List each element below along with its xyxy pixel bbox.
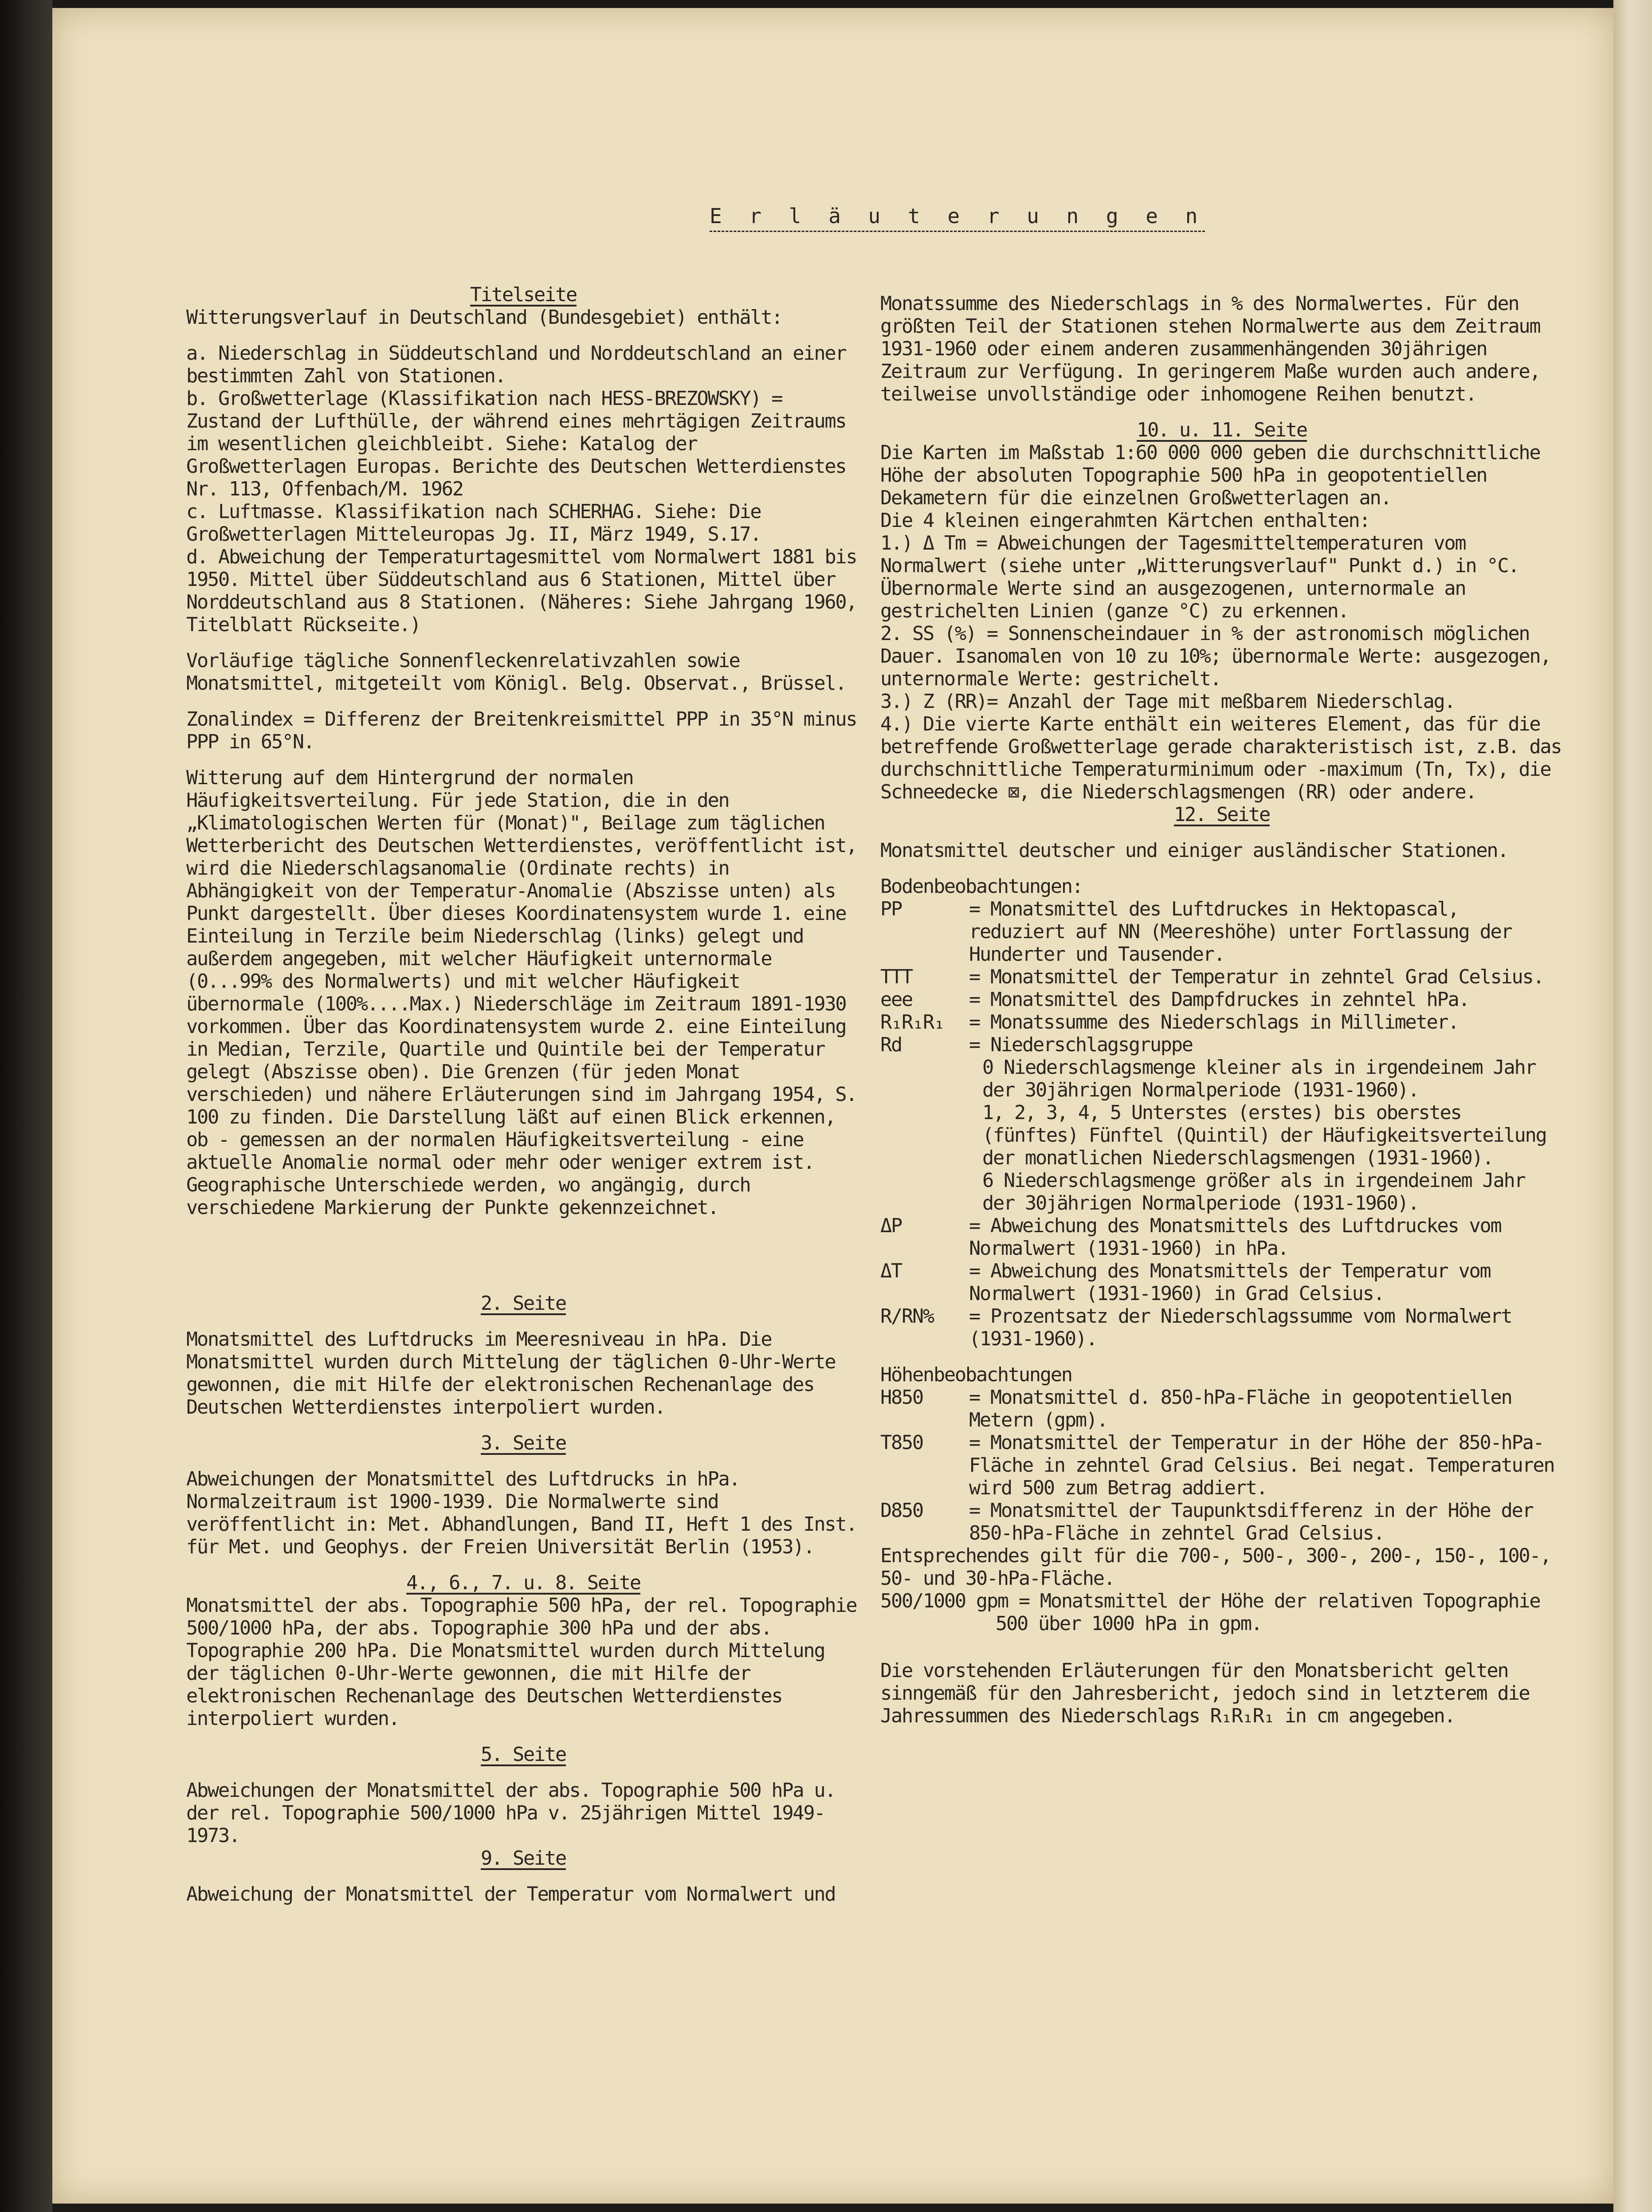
symbol: D850 <box>880 1500 923 1522</box>
spacer <box>186 1419 860 1432</box>
symbol-definition <box>880 898 1563 966</box>
paragraph: 1, 2, 3, 4, 5 Unterstes (erstes) bis oberstes (fünftes) Fünftel (Quintil) der Häufigkeitsverteilung der monatlichen Niederschlagsmengen (1931-1960). <box>982 1102 1546 1169</box>
symbol-definition <box>880 1500 1563 1545</box>
definition: = Abweichung des Monatsmittels der Temperatur vom Normalwert (1931-1960) in Grad Celsius. <box>969 1260 1491 1305</box>
paragraph: Abweichungen der Monatsmittel der abs. Topographie 500 hPa u. der rel. Topographie 500/1000 hPa v. 25jährigen Mittel 1949-1973. <box>186 1780 836 1847</box>
spacer <box>186 1455 860 1468</box>
paragraph: 6 Niederschlagsmenge größer als in irgendeinem Jahr der 30jährigen Normalperiode (1931-1960). <box>982 1170 1525 1214</box>
definition: = Abweichung des Monatsmittels des Luftdruckes vom Normalwert (1931-1960) in hPa. <box>969 1215 1501 1260</box>
spacer <box>186 754 860 767</box>
section-heading: 2. Seite <box>481 1293 566 1315</box>
section-heading: 9. Seite <box>481 1847 566 1870</box>
paragraph: Monatsmittel deutscher und einiger ausländischer Stationen. <box>880 840 1508 862</box>
symbol-definition <box>880 1387 1563 1432</box>
symbol: R₁R₁R₁ <box>880 1011 944 1033</box>
section-heading: 10. u. 11. Seite <box>1137 419 1307 441</box>
symbol: TTT <box>880 966 912 988</box>
symbol-definition <box>880 966 1563 989</box>
definition: = Monatsmittel d. 850-hPa-Fläche in geopotentiellen Metern (gpm). <box>969 1387 1512 1431</box>
paragraph: Höhenbeobachtungen <box>880 1364 1072 1386</box>
symbol-definition <box>880 1034 1563 1057</box>
definition: = Niederschlagsgruppe <box>969 1034 1193 1056</box>
paragraph: Witterungsverlauf in Deutschland (Bundesgebiet) enthält: <box>186 306 782 329</box>
spacer <box>186 329 860 342</box>
symbol: PP <box>880 898 902 920</box>
paragraph: 3.) Z (RR)= Anzahl der Tage mit meßbarem Niederschlag. <box>880 691 1455 713</box>
symbol-definition <box>880 989 1563 1011</box>
spacer <box>186 1315 860 1328</box>
next-page-edge <box>1613 0 1652 2212</box>
symbol: Rd <box>880 1034 902 1056</box>
paragraph: a. Niederschlag in Süddeutschland und Norddeutschland an einer bestimmten Zahl von Stationen. <box>186 342 846 387</box>
paragraph: Die vorstehenden Erläuterungen für den Monatsbericht gelten sinngemäß für den Jahresbericht, jedoch sind in letzterem die Jahressummen des Niederschlags R₁R₁R₁ in cm angegeben. <box>880 1660 1530 1727</box>
paragraph: Zonalindex = Differenz der Breitenkreismittel PPP in 35°N minus PPP in 65°N. <box>186 708 857 753</box>
paragraph: 0 Niederschlagsmenge kleiner als in irgendeinem Jahr der 30jährigen Normalperiode (1931-1960). <box>982 1057 1536 1101</box>
symbol: H850 <box>880 1387 923 1409</box>
paragraph: Bodenbeobachtungen: <box>880 876 1083 898</box>
paragraph: Die Karten im Maßstab 1:60 000 000 geben die durchschnittliche Höhe der absoluten Topographie 500 hPa in geopotentiellen Dekametern für die einzelnen Großwetterlagen an. <box>880 442 1540 509</box>
spacer <box>880 406 1563 419</box>
definition: = Monatssumme des Niederschlags in Millimeter. <box>969 1011 1459 1033</box>
definition: = Monatsmittel der Taupunktsdifferenz in der Höhe der 850-hPa-Fläche in zehntel Grad Celsius. <box>969 1500 1533 1544</box>
spacer <box>186 636 860 650</box>
paragraph: Entsprechendes gilt für die 700-, 500-, 300-, 200-, 150-, 100-, 50- und 30-hPa-Fläche. <box>880 1545 1551 1590</box>
symbol: R/RN% <box>880 1305 934 1328</box>
paragraph: 500 über 1000 hPa in gpm. <box>996 1613 1262 1635</box>
paragraph: 500/1000 gpm = Monatsmittel der Höhe der relativen Topographie <box>880 1590 1540 1612</box>
spacer <box>186 1219 860 1244</box>
spacer <box>186 1730 860 1744</box>
spacer <box>186 1559 860 1572</box>
paragraph: b. Großwetterlage (Klassifikation nach HESS-BREZOWSKY) = Zustand der Lufthülle, der während eines mehrtägigen Zeitraums im wesentlichen gleichbleibt. Siehe: Katalog der Großwetterlagen Europas. Berichte des Deutschen Wetterdienstes Nr. 113, Offenbach/M. 1962 <box>186 388 846 500</box>
spacer <box>186 1870 860 1883</box>
symbol-definition <box>880 1011 1563 1034</box>
definition: = Monatsmittel des Dampfdruckes in zehntel hPa. <box>969 989 1469 1011</box>
symbol-definition <box>880 1305 1563 1351</box>
paragraph: Monatssumme des Niederschlags in % des Normalwertes. Für den größten Teil der Stationen stehen Normalwerte aus dem Zeitraum 1931-1960 oder einem anderen zusammenhängenden 30jährigen Zeitraum zur Verfügung. In geringerem Maße wurden auch andere, teilweise unvollständige oder inhomogene Reihen benutzt. <box>880 293 1540 405</box>
symbol-definition <box>880 1432 1563 1500</box>
spacer <box>186 1244 860 1268</box>
paragraph: 2. SS (%) = Sonnenscheindauer in % der astronomisch möglichen Dauer. Isanomalen von 10 zu 10%; übernormale Werte: ausgezogen, unternormale Werte: gestrichelt. <box>880 623 1551 690</box>
section-heading: 5. Seite <box>481 1744 566 1766</box>
page-heading: E r l ä u t e r u n g e n <box>710 204 1205 232</box>
definition: = Prozentsatz der Niederschlagssumme vom Normalwert (1931-1960). <box>969 1305 1512 1350</box>
definition: = Monatsmittel des Luftdruckes in Hektopascal, reduziert auf NN (Meereshöhe) unter Fortlassung der Hunderter und Tausender. <box>969 898 1512 966</box>
spacer <box>880 1351 1563 1364</box>
left-column <box>186 284 860 1906</box>
paragraph: Abweichungen der Monatsmittel des Luftdrucks in hPa. Normalzeitraum ist 1900-1939. Die Normalwerte sind veröffentlicht in: Met. Abhandlungen, Band II, Heft 1 des Inst. für Met. und Geophys. der Freien Universität Berlin (1953). <box>186 1468 857 1558</box>
paragraph: 1.) Δ Tm = Abweichungen der Tagesmitteltemperaturen vom Normalwert (siehe unter „Witterungsverlauf" Punkt d.) in °C. Übernormale Werte sind an ausgezogenen, unternormale an gestrichelten Linien (ganze °C) zu erkennen. <box>880 532 1519 622</box>
definition: = Monatsmittel der Temperatur in der Höhe der 850-hPa-Fläche in zehntel Grad Celsius. Bei negat. Temperaturen wird 500 zum Betrag addiert. <box>969 1432 1554 1499</box>
right-column <box>880 293 1563 1728</box>
spacer <box>186 1766 860 1780</box>
symbol: ΔP <box>880 1215 902 1237</box>
paragraph: c. Luftmasse. Klassifikation nach SCHERHAG. Siehe: Die Großwetterlagen Mitteleuropas Jg. II, März 1949, S.17. <box>186 501 761 546</box>
spacer <box>186 695 860 708</box>
symbol-definition <box>880 1215 1563 1260</box>
book-binding <box>0 0 52 2212</box>
spacer <box>186 1268 860 1293</box>
section-heading: 12. Seite <box>1174 804 1270 826</box>
paragraph: Witterung auf dem Hintergrund der normalen Häufigkeitsverteilung. Für jede Station, die in den „Klimatologischen Werten für (Monat)", Beilage zum täglichen Wetterbericht des Deutschen Wetterdienstes, veröffentlicht ist, wird die Niederschlagsanomalie (Ordinate rechts) in Abhängigkeit von der Temperatur-Anomalie (Abszisse unten) als Punkt dargestellt. Über dieses Koordinatensystem wurde 1. eine Einteilung in Terzile beim Niederschlag (links) gelegt und außerdem angegeben, mit welcher Häufigkeit unternormale (0...99% des Normalwerts) und mit welcher Häufigkeit übernormale (100%....Max.) Niederschläge im Zeitraum 1891-1930 vorkommen. Über das Koordinatensystem wurde 2. eine Einteilung in Median, Terzile, Quartile und Quintile bei der Temperatur gelegt (Abszisse oben). Die Grenzen (für jeden Monat verschieden) und nähere Erläuterungen sind im Jahrgang 1954, S. 100 zu finden. Die Darstellung läßt auf einen Blick erkennen, ob - gemessen an der normalen Häufigkeitsverteilung - eine aktuelle Anomalie normal oder mehr oder weniger extrem ist. Geographische Unterschiede werden, wo angängig, durch verschiedene Markierung der Punkte gekennzeichnet. <box>186 767 857 1219</box>
paragraph: Monatsmittel des Luftdrucks im Meeresniveau in hPa. Die Monatsmittel wurden durch Mittelung der täglichen 0-Uhr-Werte gewonnen, die mit Hilfe der elektronischen Rechenanlage des Deutschen Wetterdienstes interpoliert wurden. <box>186 1328 836 1418</box>
paragraph: d. Abweichung der Temperaturtagesmittel vom Normalwert 1881 bis 1950. Mittel über Süddeutschland aus 6 Stationen, Mittel über Norddeutschland aus 8 Stationen. (Näheres: Siehe Jahrgang 1960, Titelblatt Rückseite.) <box>186 546 857 636</box>
symbol: eee <box>880 989 912 1011</box>
symbol: ΔT <box>880 1260 902 1282</box>
paragraph: Abweichung der Monatsmittel der Temperatur vom Normalwert und <box>186 1883 836 1906</box>
spacer <box>880 1635 1563 1660</box>
definition: = Monatsmittel der Temperatur in zehntel Grad Celsius. <box>969 966 1544 988</box>
paragraph: 4.) Die vierte Karte enthält ein weiteres Element, das für die betreffende Großwetterlage gerade charakteristisch ist, z.B. das durchschnittliche Temperaturminimum oder -maximum (Tn, Tx), die Schneedecke ⊠, die Niederschlagsmengen (RR) oder andere. <box>880 713 1562 803</box>
symbol: T850 <box>880 1432 923 1454</box>
spacer <box>880 862 1563 876</box>
paragraph: Vorläufige tägliche Sonnenfleckenrelativzahlen sowie Monatsmittel, mitgeteilt vom Königl. Belg. Observat., Brüssel. <box>186 650 846 695</box>
paragraph: Die 4 kleinen eingerahmten Kärtchen enthalten: <box>880 510 1370 532</box>
paragraph: Monatsmittel der abs. Topographie 500 hPa, der rel. Topographie 500/1000 hPa, der abs. Topographie 300 hPa und der abs. Topographie 200 hPa. Die Monatsmittel wurden durch Mittelung der täglichen 0-Uhr-Werte gewonnen, die mit Hilfe der elektronischen Rechenanlage des Deutschen Wetterdienstes interpoliert wurden. <box>186 1595 857 1730</box>
section-heading: Titelseite <box>470 284 577 306</box>
symbol-definition <box>880 1260 1563 1305</box>
section-heading: 3. Seite <box>481 1432 566 1454</box>
spacer <box>880 826 1563 840</box>
section-heading: 4., 6., 7. u. 8. Seite <box>406 1572 640 1594</box>
